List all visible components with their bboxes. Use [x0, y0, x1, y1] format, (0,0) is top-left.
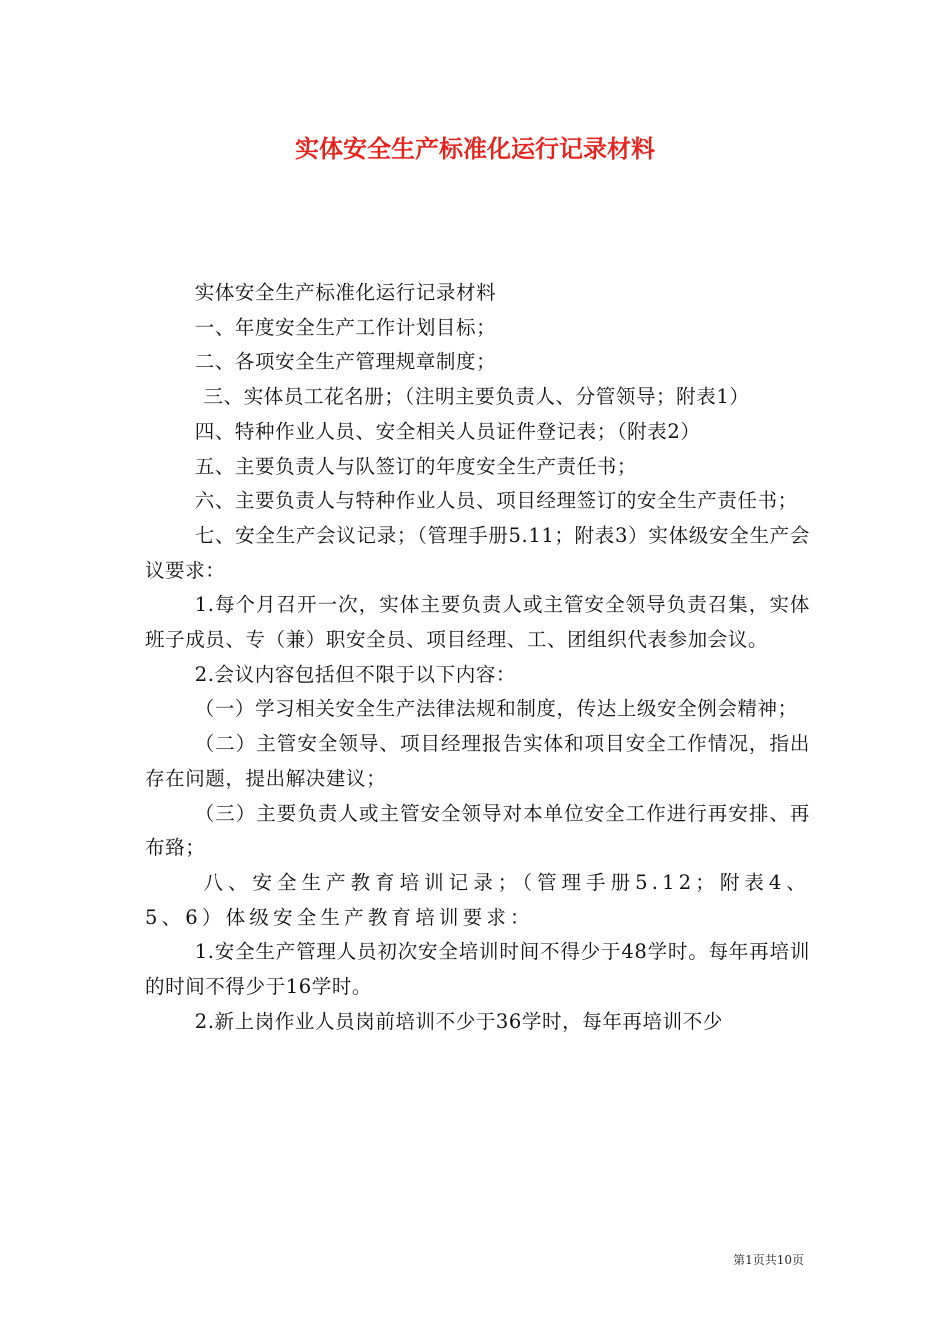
paragraph: 2.新上岗作业人员岗前培训不少于36学时，每年再培训不少 — [194, 1009, 723, 1033]
paragraph: 1.安全生产管理人员初次安全培训时间不得少于48学时。每年再培训的时间不得少于16学时。 — [145, 940, 810, 999]
paragraph: 六、主要负责人与特种作业人员、项目经理签订的安全生产责任书； — [194, 489, 798, 513]
page-number: 第1页共10页 — [733, 1253, 804, 1267]
paragraph: 1.每个月召开一次，实体主要负责人或主管安全领导负责召集，实体班子成员、专（兼）职安全员、项目经理、工、团组织代表参加会议。 — [145, 593, 810, 652]
paragraph: 八、安全生产教育培训记录；（管理手册5.12；附表4、5、6）体级安全生产教育培训要求： — [145, 870, 810, 929]
paragraph: 实体安全生产标准化运行记录材料 — [194, 281, 497, 304]
paragraph: 2.会议内容包括但不限于以下内容： — [194, 662, 517, 686]
document-body — [145, 276, 810, 1039]
paragraph: （二）主管安全领导、项目经理报告实体和项目安全工作情况，指出存在问题，提出解决建议； — [145, 732, 810, 790]
paragraph: （三）主要负责人或主管安全领导对本单位安全工作进行再安排、再布臵； — [145, 801, 810, 860]
paragraph: 三、实体员工花名册；（注明主要负责人、分管领导；附表1） — [203, 385, 750, 409]
paragraph: 七、安全生产会议记录；（管理手册5.11；附表3）实体级安全生产会议要求： — [145, 523, 810, 582]
page-title: 实体安全生产标准化运行记录材料 — [295, 135, 655, 163]
paragraph: 一、年度安全生产工作计划目标； — [194, 315, 497, 339]
paragraph: （一）学习相关安全生产法律法规和制度，传达上级安全例会精神； — [194, 697, 798, 721]
paragraph: 五、主要负责人与队签订的年度安全生产责任书； — [194, 454, 637, 478]
paragraph: 二、各项安全生产管理规章制度； — [194, 350, 497, 374]
paragraph: 四、特种作业人员、安全相关人员证件登记表；（附表2） — [194, 419, 701, 443]
